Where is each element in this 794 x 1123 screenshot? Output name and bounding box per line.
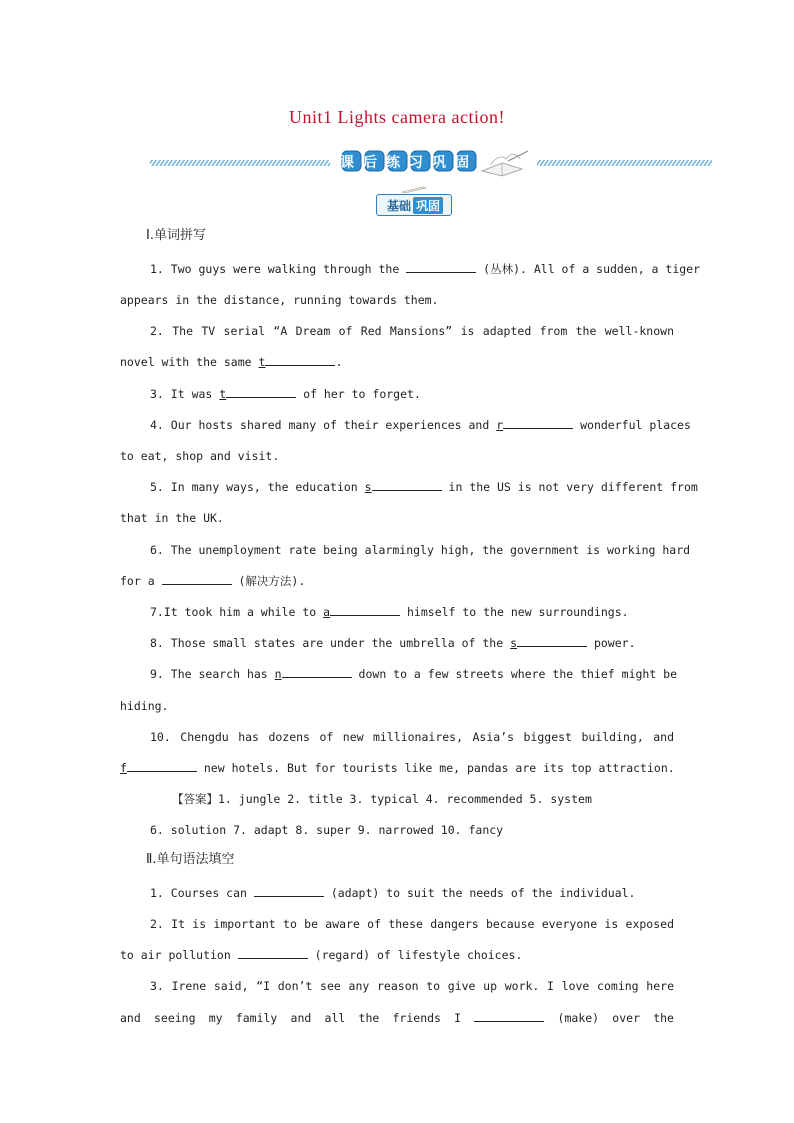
list-item-continuation: novel with the same t . [120,355,343,369]
answer-blank[interactable] [238,947,308,959]
list-item-continuation: that in the UK. [120,511,224,525]
list-item-continuation: f new hotels. But for tourists like me, pandas are its top attraction. [120,761,675,775]
list-item: 1. Courses can (adapt) to suit the needs of the individual. [150,886,636,900]
list-item-continuation: to air pollution (regard) of lifestyle choices. [120,948,523,962]
answer-key: 【答案】1. jungle 2. title 3. typical 4. recommended 5. system [172,792,592,806]
list-item: 7.It took him a while to a himself to the new surroundings. [150,605,629,619]
list-item: 8. Those small states are under the umbrella of the s power. [150,636,636,650]
list-item: 1. Two guys were walking through the (丛林). All of a sudden, a tiger [150,262,701,276]
answer-blank[interactable] [474,1010,544,1022]
answer-blank[interactable] [254,885,324,897]
answer-blank[interactable] [372,479,442,491]
section-heading: Ⅰ.单词拼写 [146,228,206,243]
list-item-continuation: and seeing my family and all the friends I (make) over the [120,1011,674,1025]
list-item: 2. It is important to be aware of these dangers because everyone is exposed [150,917,674,931]
answer-blank[interactable] [265,354,335,366]
list-item: 5. In many ways, the education s in the US is not very different from [150,480,698,494]
answer-key-continuation: 6. solution 7. adapt 8. super 9. narrowed 10. fancy [150,823,504,837]
list-item: 3. It was t of her to forget. [150,387,421,401]
list-item: 3. Irene said, “I don’t see any reason to give up work. I love coming here [150,979,674,993]
banner-text: 课后练习巩固 [340,155,478,171]
list-item: 10. Chengdu has dozens of new millionaires, Asia’s biggest building, and [150,730,674,744]
answer-blank[interactable] [517,635,587,647]
answer-blank[interactable] [406,261,476,273]
answer-blank[interactable] [330,604,400,616]
badge-part2: 巩固 [413,197,443,214]
list-item-continuation: to eat, shop and visit. [120,449,280,463]
answer-blank[interactable] [226,386,296,398]
pencil-icon [399,186,429,194]
list-item: 6. The unemployment rate being alarmingly high, the government is working hard [150,543,691,557]
list-item: 4. Our hosts shared many of their experiences and r wonderful places [150,418,691,432]
list-item-continuation: for a (解决方法). [120,574,306,588]
page-title: Unit1 Lights camera action! [289,107,505,127]
list-item: 9. The search has n down to a few streets where the thief might be [150,667,678,681]
list-item-continuation: hiding. [120,699,169,713]
answer-blank[interactable] [503,417,573,429]
badge-part1: 基础 [386,198,411,213]
section-heading: Ⅱ.单句语法填空 [146,852,235,867]
section-badge [376,194,452,216]
answer-blank[interactable] [162,573,232,585]
answer-label: 【答案】 [172,792,218,806]
answer-blank[interactable] [282,666,352,678]
section-banner [150,145,712,179]
answer-blank[interactable] [127,760,197,772]
list-item-continuation: appears in the distance, running towards them. [120,293,439,307]
list-item: 2. The TV serial “A Dream of Red Mansions” is adapted from the well-known [150,324,674,338]
book-icon [482,151,528,176]
